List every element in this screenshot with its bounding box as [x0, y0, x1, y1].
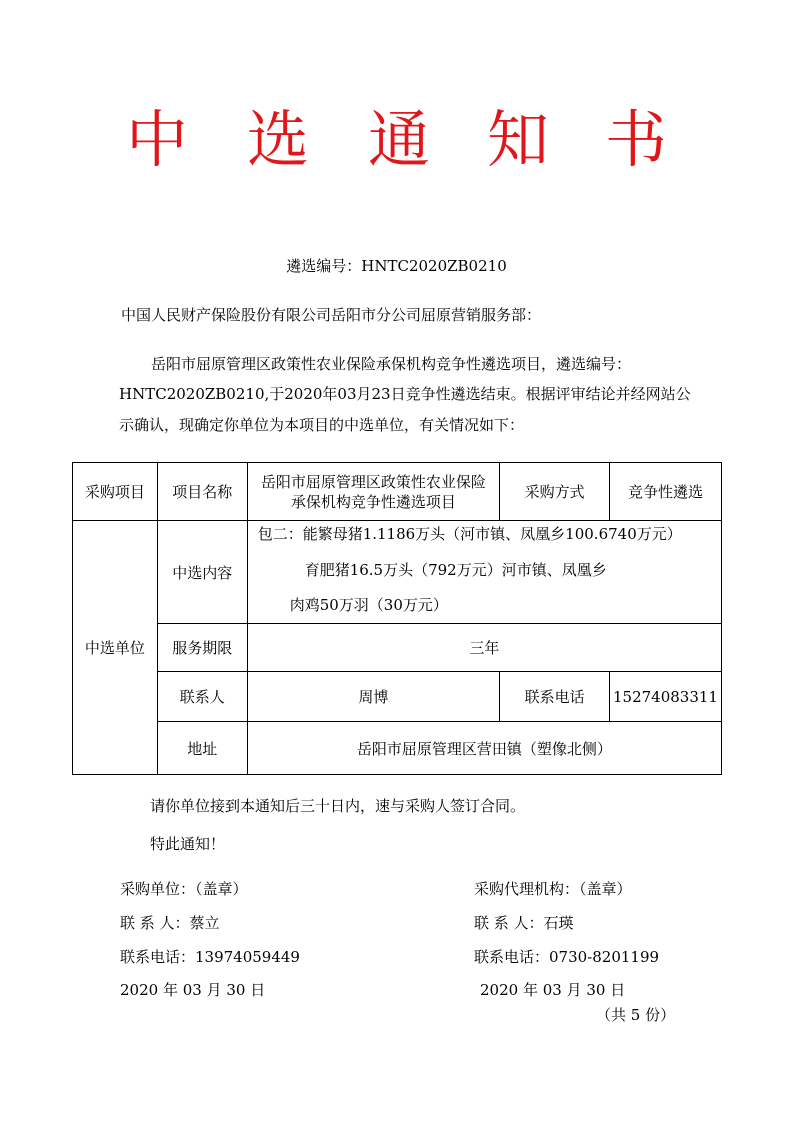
contact-label: 联系人 — [157, 672, 247, 722]
project-name-label: 项目名称 — [157, 463, 247, 521]
closing-instruction: 请你单位接到本通知后三十日内，速与采购人签订合同。 — [150, 797, 526, 815]
body-line: 岳阳市屈原管理区政策性农业保险承保机构竞争性遴选项目，遴选编号： — [151, 355, 632, 373]
body-line: 示确认，现确定你单位为本项目的中选单位，有关情况如下： — [119, 416, 525, 434]
project-name-value — [247, 463, 500, 521]
title-char: 中 — [126, 103, 189, 176]
agency-date: 2020 年 03 月 30 日 — [480, 981, 626, 999]
content-line: 包二：能繁母猪1.1186万头（河市镇、凤凰乡100.6740万元） — [257, 525, 682, 543]
document-title — [0, 100, 793, 180]
method-value: 竞争性遴选 — [609, 463, 721, 521]
service-period-value: 三年 — [247, 624, 721, 672]
phone-label: 联系电话 — [500, 672, 610, 722]
agency-unit: 采购代理机构：（盖章） — [474, 880, 632, 898]
closing-notice: 特此通知！ — [150, 835, 226, 853]
table-row — [73, 672, 722, 722]
agency-phone: 联系电话：0730-8201199 — [474, 948, 660, 966]
reference-number: 遴选编号：HNTC2020ZB0210 — [286, 257, 507, 275]
purchaser-contact: 联 系 人：蔡立 — [120, 914, 220, 932]
table-row — [73, 521, 722, 624]
project-name-line: 承保机构竞争性遴选项目 — [290, 492, 456, 511]
content-line: 肉鸡50万羽（30万元） — [289, 596, 448, 614]
award-info-table — [72, 462, 722, 775]
service-period-label: 服务期限 — [157, 624, 247, 672]
table-row — [73, 463, 722, 521]
body-line: HNTC2020ZB0210,于2020年03月23日竞争性遴选结束。根据评审结论并经网站公 — [119, 385, 691, 403]
table-row — [73, 722, 722, 775]
content-line: 育肥猪16.5万头（792万元）河市镇、凤凰乡 — [304, 561, 607, 579]
title-char: 知 — [487, 103, 550, 176]
procurement-item-label: 采购项目 — [73, 463, 158, 521]
title-char: 选 — [247, 103, 310, 176]
purchaser-date: 2020 年 03 月 30 日 — [120, 981, 266, 999]
method-label: 采购方式 — [500, 463, 610, 521]
project-name-line: 岳阳市屈原管理区政策性农业保险 — [260, 472, 486, 491]
content-value — [247, 521, 721, 624]
addressee: 中国人民财产保险股份有限公司岳阳市分公司屈原营销服务部： — [121, 306, 542, 324]
title-char: 书 — [605, 103, 668, 176]
phone-value: 15274083311 — [609, 672, 721, 722]
contact-value: 周博 — [247, 672, 500, 722]
address-value: 岳阳市屈原管理区营田镇（塑像北侧） — [247, 722, 721, 775]
purchaser-phone: 联系电话：13974059449 — [120, 948, 300, 966]
content-label: 中选内容 — [157, 521, 247, 624]
title-char: 通 — [368, 103, 431, 176]
copies-count: （共 5 份） — [596, 1006, 676, 1024]
table-row — [73, 624, 722, 672]
agency-contact: 联 系 人：石瑛 — [474, 914, 574, 932]
winner-label: 中选单位 — [73, 521, 158, 775]
address-label: 地址 — [157, 722, 247, 775]
purchaser-unit: 采购单位：（盖章） — [120, 880, 248, 898]
